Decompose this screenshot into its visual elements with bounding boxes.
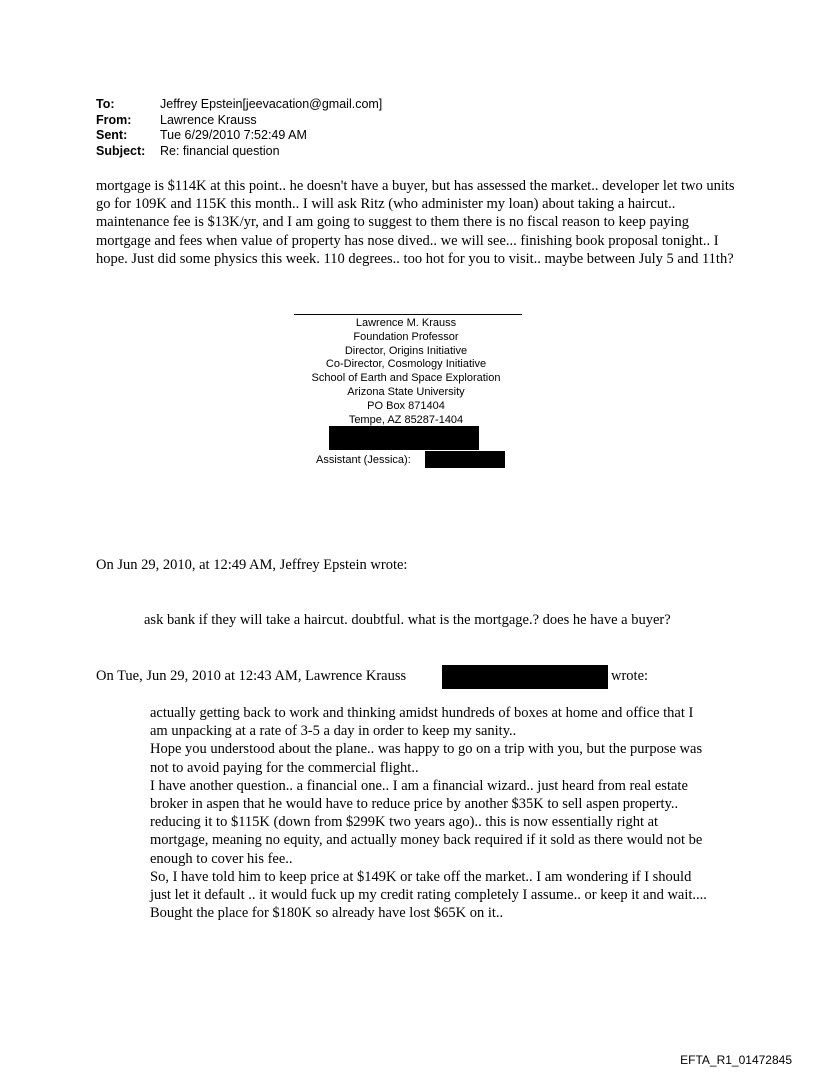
sent-label: Sent: bbox=[96, 128, 128, 142]
quote-wrote-label: wrote: bbox=[611, 668, 649, 684]
redaction-box bbox=[442, 665, 608, 689]
quote-attribution: On Tue, Jun 29, 2010 at 12:43 AM, Lawrence Krauss bbox=[96, 668, 407, 684]
header-from-row bbox=[96, 113, 382, 129]
header-to-row bbox=[96, 97, 382, 113]
signature-divider bbox=[294, 314, 522, 315]
signature-title: Foundation Professor bbox=[353, 330, 459, 343]
signature-block bbox=[280, 317, 532, 427]
sent-value: Tue 6/29/2010 7:52:49 AM bbox=[160, 128, 307, 142]
email-body bbox=[96, 177, 736, 268]
header-sent-row bbox=[96, 128, 382, 144]
signature-role-1: Director, Origins Initiative bbox=[344, 344, 468, 357]
signature-city: Tempe, AZ 85287-1404 bbox=[348, 413, 464, 426]
to-value: Jeffrey Epstein[jeevacation@gmail.com] bbox=[160, 97, 383, 111]
signature-role-2: Co-Director, Cosmology Initiative bbox=[325, 358, 487, 371]
email-header bbox=[96, 97, 382, 159]
quoted-message: actually getting back to work and thinking amidst hundreds of boxes at home and office that I am unpacking at a rate of 3-5 a day in order to keep my sanity.. Hope you understood about the plane.. was happy to go on a trip with you, but the purpose was not to avoid paying for the commercial flight.. I have another question.. a financial one.. I am a financial wizard.. just heard from real estate broker in aspen that he would have to reduce price by another $35K to sell aspen property.. reducing it to $115K (down from $299K two years ago).. this is now essentially right at mortgage, meaning no equity, and actually money back required if it sold as there would not be enough to cover his fee.. So, I have told him to keep price at $149K or take off the market.. I am wondering if I should just let it default .. it would fuck up my credit rating completely I assume.. or keep it and wait.... Bought the place for $180K so already have lost $65K on it.. bbox=[150, 705, 707, 922]
signature-university: Arizona State University bbox=[347, 385, 465, 398]
redaction-box bbox=[425, 451, 505, 468]
body-paragraph: mortgage is $114K at this point.. he doesn't have a buyer, but has assessed the market.. developer let two units go for 109K and 115K this month.. I will ask Ritz (who administer my loan) about taking a haircut.. maintenance fee is $13K/yr, and I am going to suggest to them there is no fiscal reason to keep paying mortgage and fees when value of property has nose dived.. we will see... finishing book proposal tonight.. I hope. Just did some physics this week. 110 degrees.. too hot for you to visit.. maybe between July 5 and 11th? bbox=[96, 178, 735, 267]
signature-name: Lawrence M. Krauss bbox=[355, 317, 457, 329]
to-label: To: bbox=[96, 97, 115, 111]
document-id: EFTA_R1_01472845 bbox=[680, 1053, 792, 1067]
signature-po-box: PO Box 871404 bbox=[367, 399, 445, 412]
quote-attribution: On Jun 29, 2010, at 12:49 AM, Jeffrey Epstein wrote: bbox=[96, 557, 408, 573]
subject-value: Re: financial question bbox=[160, 143, 280, 158]
header-subject-row bbox=[96, 144, 382, 160]
signature-school: School of Earth and Space Exploration bbox=[311, 372, 501, 385]
from-label: From: bbox=[96, 112, 132, 127]
quoted-message: ask bank if they will take a haircut. doubtful. what is the mortgage.? does he have a buyer? bbox=[144, 612, 671, 628]
assistant-label: Assistant (Jessica): bbox=[316, 454, 411, 466]
redaction-box bbox=[329, 426, 479, 450]
subject-label: Subject: bbox=[96, 143, 146, 158]
from-value: Lawrence Krauss bbox=[160, 112, 257, 127]
